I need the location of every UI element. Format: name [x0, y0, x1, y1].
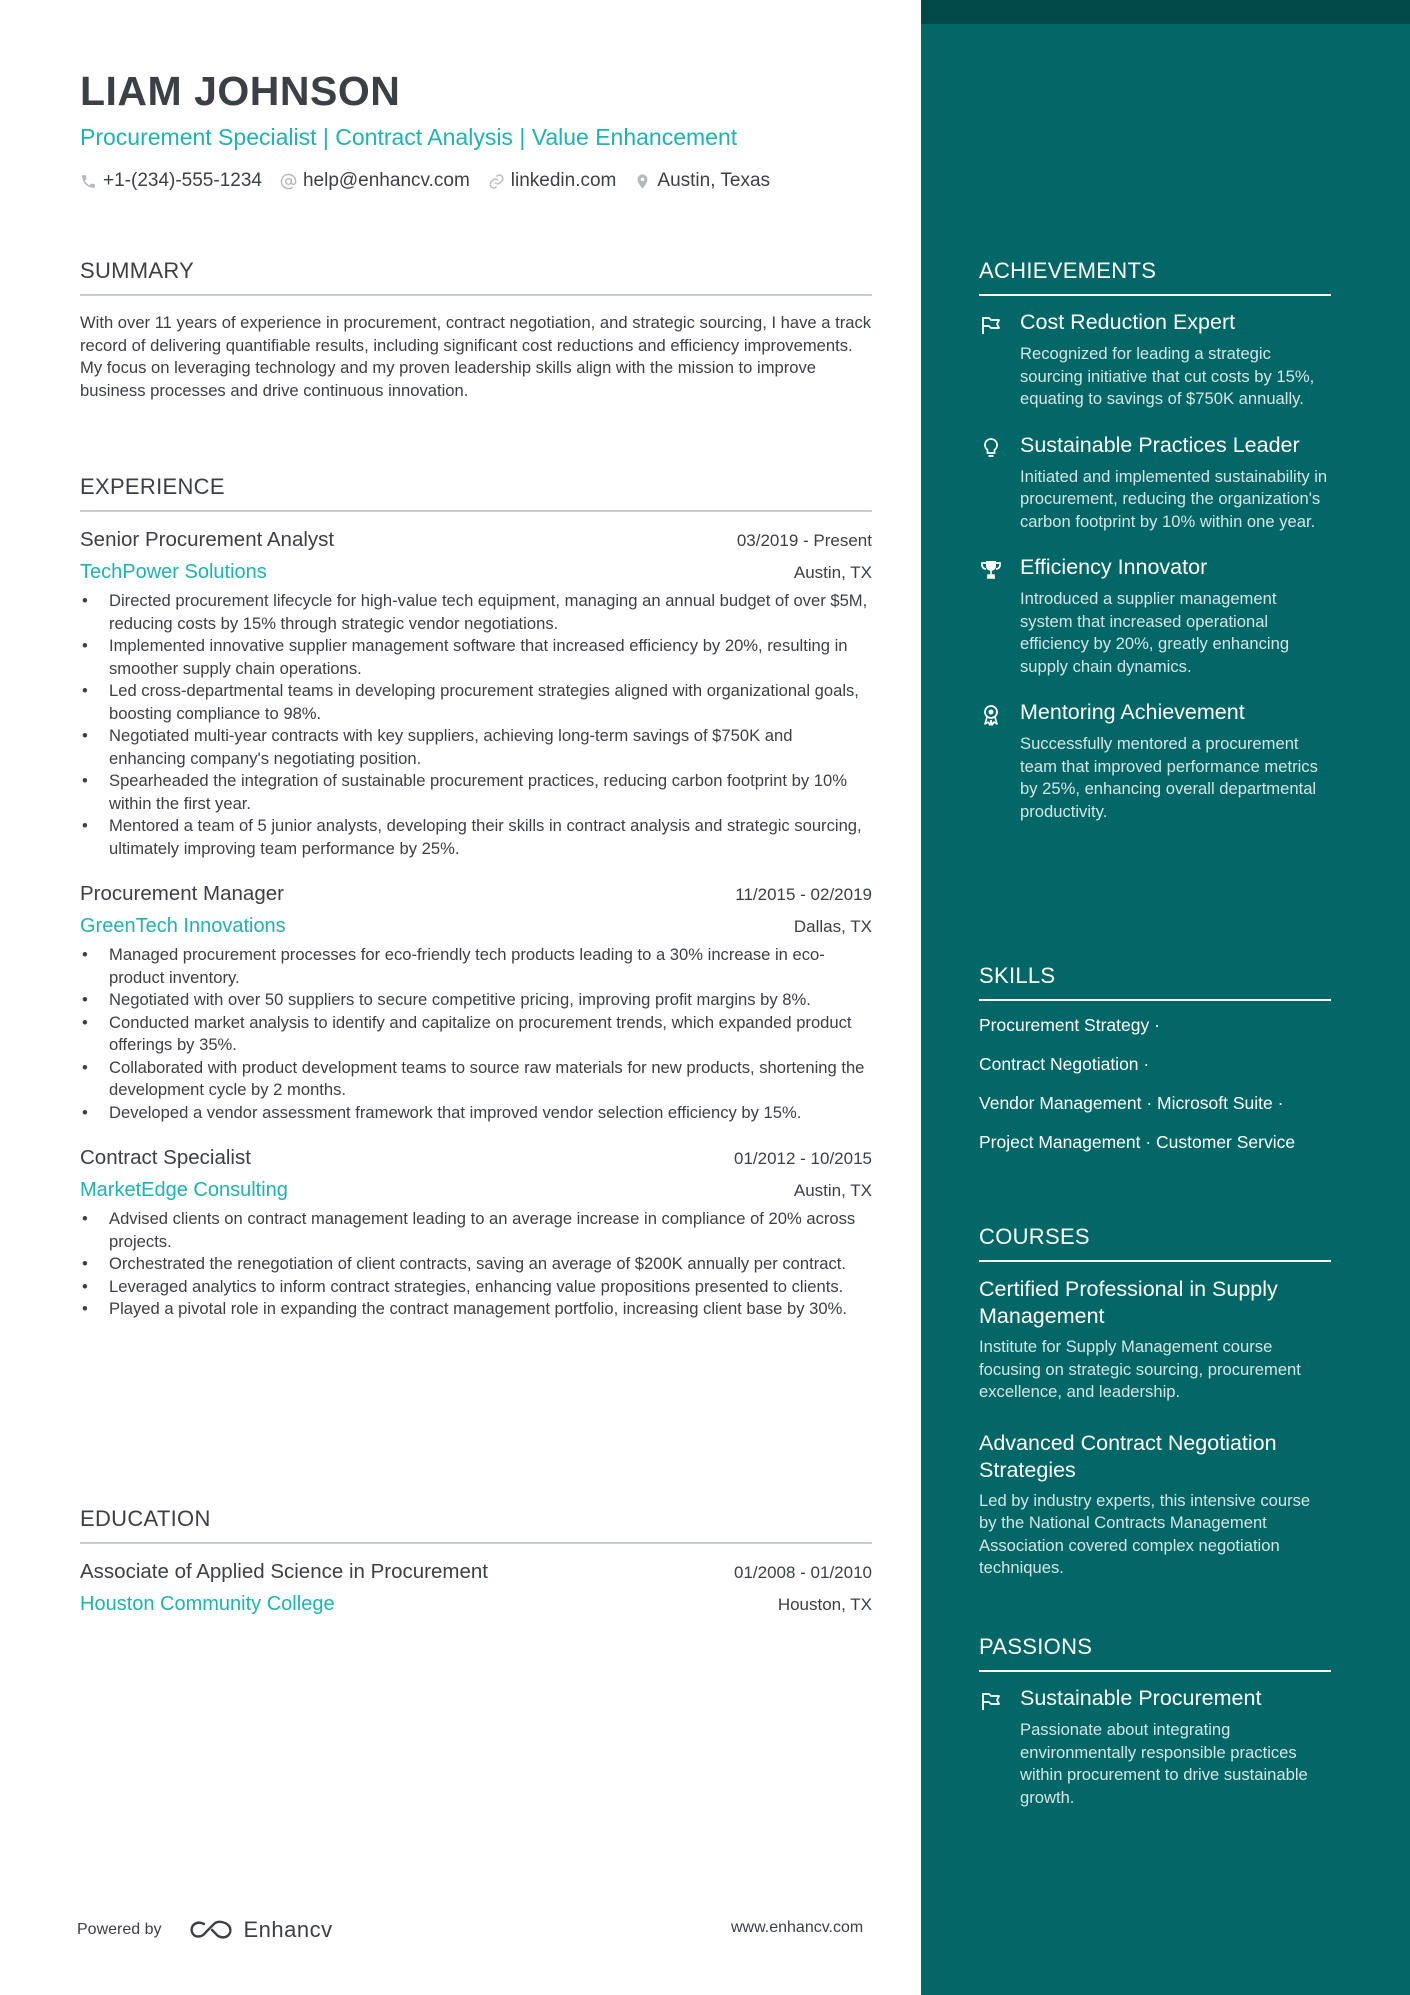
trophy-icon [979, 558, 1003, 582]
skill-line: Contract Negotiation · [979, 1054, 1150, 1074]
headline: Procurement Specialist | Contract Analysis | Value Enhancement [80, 124, 738, 150]
achievement-desc: Recognized for leading a strategic sourcing initiative that cut costs by 15%, equating to savings of $750K annually. [1020, 344, 1315, 408]
section-divider [80, 1542, 872, 1544]
achievements-section [979, 258, 1331, 823]
bullet-item: • Orchestrated the renegotiation of client contracts, saving an average of $200K annually per contract. [80, 1253, 872, 1276]
bullet-item: • Developed a vendor assessment framework that improved vendor selection efficiency by 15%. [80, 1102, 872, 1125]
achievement-desc: Introduced a supplier management system that increased operational efficiency by 20%, greatly enhancing supply chain dynamics. [1020, 589, 1290, 676]
education-entry [80, 1560, 872, 1616]
achievement-item [979, 310, 1331, 411]
education-degree: Associate of Applied Science in Procurement [80, 1560, 488, 1583]
achievement-item [979, 555, 1331, 678]
achievement-desc: Initiated and implemented sustainability in procurement, reducing the organization's carbon footprint by 10% within one year. [1020, 466, 1328, 531]
course-desc: Led by industry experts, this intensive course by the National Contracts Management Association covered complex negotiation techniques. [979, 1490, 1311, 1577]
bullet-item: • Implemented innovative supplier management software that increased efficiency by 20%, resulting in smoother supply chain operations. [80, 635, 872, 680]
job-location: Dallas, TX [793, 917, 872, 936]
summary-section [80, 258, 872, 402]
sidebar-column [921, 0, 1410, 1995]
job-entry [80, 528, 872, 860]
passion-title: Sustainable Procurement [1020, 1686, 1262, 1710]
achievement-title: Sustainable Practices Leader [1020, 432, 1300, 457]
skill-line: Project Management · Customer Service [979, 1132, 1296, 1152]
contact-email[interactable] [280, 170, 470, 192]
course-item [979, 1276, 1331, 1404]
footer-branding [77, 1917, 333, 1943]
achievements-title: ACHIEVEMENTS [979, 258, 1157, 283]
bullet-item: • Mentored a team of 5 junior analysts, developing their skills in contract analysis and strategic sourcing, ultimately improving team performance by 25%. [80, 815, 872, 860]
location-pin-icon [634, 173, 651, 190]
contact-phone[interactable] [80, 170, 262, 192]
bullet-item: • Directed procurement lifecycle for high-value tech equipment, managing an annual budget of over $5M, reducing costs by 15% through strategic vendor negotiations. [80, 590, 872, 635]
summary-text: With over 11 years of experience in procurement, contract negotiation, and strategic sourcing, I have a track record of delivering quantifiable results, including significant cost reductions and efficiency improvements. My focus on leveraging technology and my proven leadership skills align with the mission to improve business processes and drive continuous innovation. [80, 313, 872, 400]
skill-line: Vendor Management · Microsoft Suite · [979, 1093, 1284, 1113]
contact-linkedin[interactable] [488, 170, 617, 192]
award-medal-icon [979, 703, 1003, 727]
education-section [80, 1506, 872, 1616]
education-date: 01/2008 - 01/2010 [733, 1563, 872, 1582]
passions-section [979, 1634, 1331, 1809]
job-entry [80, 1146, 872, 1321]
section-divider [80, 510, 872, 512]
job-bullets [80, 590, 872, 860]
section-divider [979, 999, 1331, 1001]
education-title: EDUCATION [80, 1506, 211, 1531]
courses-section [979, 1224, 1331, 1580]
bullet-item: • Managed procurement processes for eco-friendly tech products leading to a 30% increase in eco-product inventory. [80, 944, 872, 989]
link-icon [488, 173, 505, 190]
candidate-name: LIAM JOHNSON [80, 68, 401, 114]
phone-icon [80, 173, 97, 190]
experience-section [80, 474, 872, 1321]
job-role: Contract Specialist [80, 1146, 251, 1169]
brand-name: Enhancv [243, 1917, 333, 1942]
phone-text: +1-(234)-555-1234 [103, 170, 262, 191]
experience-title: EXPERIENCE [80, 474, 225, 499]
bullet-item: • Negotiated multi-year contracts with key suppliers, achieving long-term savings of $750K and enhancing company's negotiating position. [80, 725, 872, 770]
achievement-title: Efficiency Innovator [1020, 555, 1208, 579]
lightbulb-icon [979, 436, 1003, 460]
job-role: Senior Procurement Analyst [80, 528, 335, 551]
location-text: Austin, Texas [657, 170, 771, 191]
job-company: TechPower Solutions [80, 561, 267, 583]
job-bullets [80, 1208, 872, 1321]
job-location: Austin, TX [793, 563, 872, 582]
section-divider [979, 1260, 1331, 1262]
skills-section [979, 963, 1331, 1153]
passion-desc: Passionate about integrating environmentally responsible practices within procurement to drive sustainable growth. [1020, 1720, 1308, 1807]
job-role: Procurement Manager [80, 882, 284, 905]
section-divider [979, 294, 1331, 296]
job-company: GreenTech Innovations [80, 915, 286, 937]
footer-url[interactable]: www.enhancv.com [731, 1919, 864, 1936]
job-company: MarketEdge Consulting [80, 1179, 288, 1201]
job-date: 01/2012 - 10/2015 [733, 1149, 872, 1168]
linkedin-text: linkedin.com [510, 170, 617, 191]
achievement-item [979, 700, 1331, 823]
section-divider [979, 1670, 1331, 1672]
job-location: Austin, TX [793, 1181, 872, 1200]
education-location: Houston, TX [777, 1595, 872, 1614]
skills-title: SKILLS [979, 963, 1056, 988]
bullet-item: • Leveraged analytics to inform contract strategies, enhancing value propositions presented to clients. [80, 1276, 872, 1299]
sidebar-top-band [921, 0, 1410, 24]
job-date: 11/2015 - 02/2019 [735, 885, 872, 904]
course-title: Certified Professional in Supply Management [979, 1277, 1278, 1328]
course-desc: Institute for Supply Management course focusing on strategic sourcing, procurement excellence, and leadership. [979, 1337, 1301, 1401]
bullet-item: • Negotiated with over 50 suppliers to secure competitive pricing, improving profit margins by 8%. [80, 989, 872, 1012]
job-bullets [80, 944, 872, 1124]
enhancv-logo-icon [188, 1918, 234, 1942]
section-divider [80, 294, 872, 296]
email-text: help@enhancv.com [302, 170, 470, 191]
at-sign-icon [280, 173, 297, 190]
bullet-item: • Collaborated with product development teams to source raw materials for new products, shortening the development cycle by 2 months. [80, 1057, 872, 1102]
achievement-desc: Successfully mentored a procurement team that improved performance metrics by 25%, enhancing overall departmental productivity. [1020, 734, 1318, 821]
brand-logo[interactable] [188, 1917, 333, 1943]
contact-bar [80, 170, 770, 192]
skill-line: Procurement Strategy · [979, 1015, 1160, 1035]
achievement-title: Mentoring Achievement [1020, 700, 1245, 724]
course-item [979, 1430, 1331, 1580]
education-school: Houston Community College [80, 1593, 335, 1615]
passion-item [979, 1686, 1331, 1809]
job-date: 03/2019 - Present [736, 531, 872, 550]
bullet-item: • Led cross-departmental teams in developing procurement strategies aligned with organizational goals, boosting compliance to 98%. [80, 680, 872, 725]
bullet-item: • Conducted market analysis to identify and capitalize on procurement trends, which expanded product offerings by 35%. [80, 1012, 872, 1057]
bullet-item: • Spearheaded the integration of sustainable procurement practices, reducing carbon footprint by 10% within the first year. [80, 770, 872, 815]
passions-title: PASSIONS [979, 1634, 1093, 1659]
contact-location [634, 170, 770, 192]
summary-title: SUMMARY [80, 258, 195, 283]
job-entry [80, 882, 872, 1124]
powered-by-text: Powered by [77, 1921, 162, 1938]
flag-icon [979, 313, 1003, 337]
bullet-item: • Played a pivotal role in expanding the contract management portfolio, increasing client base by 30%. [80, 1298, 872, 1321]
achievement-item [979, 433, 1331, 534]
achievement-title: Cost Reduction Expert [1020, 310, 1236, 334]
bullet-item: • Advised clients on contract management leading to an average increase in compliance of 20% across projects. [80, 1208, 872, 1253]
flag-icon [979, 1689, 1003, 1713]
course-title: Advanced Contract Negotiation Strategies [979, 1430, 1277, 1482]
courses-title: COURSES [979, 1224, 1090, 1249]
